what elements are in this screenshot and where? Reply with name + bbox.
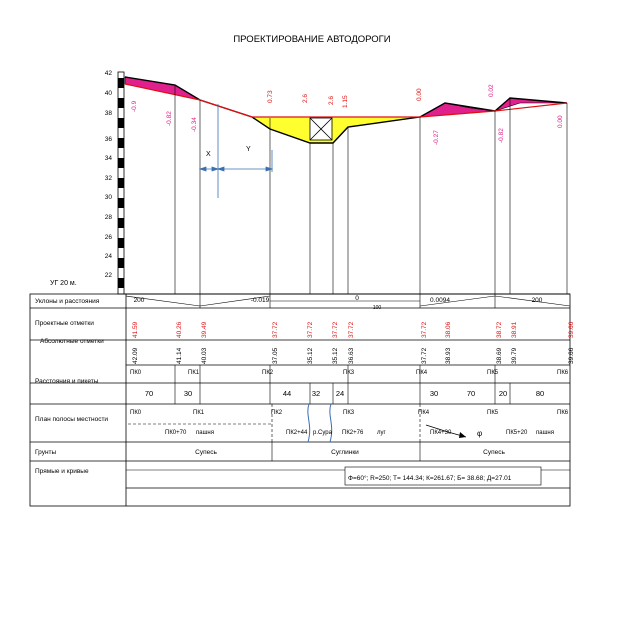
slope-value: 0 (355, 295, 359, 302)
scale-tick-label: 28 (104, 214, 112, 221)
dimension-y-label: Y (246, 146, 251, 153)
depth-label: 0.00 (557, 115, 564, 128)
plan-note: луг (377, 430, 386, 436)
absolute-mark: 39.79 (511, 347, 518, 364)
plan-picket-label: ПК3 (343, 410, 355, 416)
slope-value: 200 (133, 297, 145, 304)
cut-fill-labels (131, 84, 564, 145)
design-mark: 37.72 (272, 321, 279, 338)
dimension-x-label: X (206, 151, 211, 158)
plan-note: ПК0+70 (165, 430, 187, 436)
picket-label: ПК0 (130, 370, 142, 376)
row-label-soils: Грунты (35, 449, 57, 456)
slope-value: 0.0094 (430, 297, 450, 304)
design-mark: 38.72 (496, 321, 503, 338)
design-mark: 37.72 (421, 321, 428, 338)
plan-note: пашня (196, 430, 214, 436)
scale-tick-label: 38 (104, 110, 112, 117)
elevation-scale (105, 70, 124, 294)
absolute-mark: 42.09 (132, 347, 139, 364)
absolute-mark: 41.14 (176, 347, 183, 364)
picket-label: ПК5 (487, 370, 499, 376)
picket-label: ПК6 (557, 370, 569, 376)
design-mark: 38.06 (445, 321, 452, 338)
design-mark: 41.59 (132, 321, 139, 338)
depth-label: 2.6 (328, 95, 335, 105)
depth-label: 0.73 (267, 90, 274, 103)
scale-tick-label: 34 (104, 155, 112, 162)
soil-label: Суглинки (331, 449, 359, 456)
plan-note: ПК2+44 (286, 430, 308, 436)
scale-tick-label: 30 (104, 194, 112, 201)
plan-note: р.Сура (313, 430, 332, 436)
design-mark: 37.72 (307, 321, 314, 338)
plan-note: ПК5+20 (506, 430, 528, 436)
distance-value: 44 (282, 389, 292, 398)
scale-label: УГ 20 м. (50, 280, 77, 287)
design-mark: 37.72 (348, 321, 355, 338)
depth-label: -0.82 (498, 128, 505, 143)
scale-tick-label: 32 (104, 175, 112, 182)
picket-label: ПК1 (188, 370, 200, 376)
depth-label: 2.6 (302, 93, 309, 103)
row-label-absolute: Абсолютные отметки (40, 338, 104, 345)
absolute-mark: 38.69 (496, 347, 503, 364)
soil-label: Супесь (195, 449, 217, 456)
row-label-design: Проектные отметки (35, 320, 94, 327)
distance-value: 20 (498, 389, 508, 398)
slope-value: 200 (531, 297, 543, 304)
distance-value: 30 (183, 389, 193, 398)
plan-picket-label: ПК5 (487, 410, 499, 416)
river-line-1 (308, 404, 310, 442)
absolute-mark: 39.66 (568, 347, 575, 364)
plan-note: ПК2+76 (342, 430, 364, 436)
soil-label: Супесь (483, 449, 505, 456)
scale-tick-label: 26 (104, 234, 112, 241)
table-values (130, 295, 575, 456)
depth-label: -0.9 (131, 100, 138, 112)
ordinate-lines (175, 85, 567, 294)
distance-value: 80 (535, 389, 545, 398)
depth-label: 1.15 (342, 95, 349, 108)
depth-label: -0.82 (166, 111, 173, 126)
depth-label: 0.00 (416, 88, 423, 101)
slope-value: -0.019 (250, 297, 270, 304)
plan-picket-label: ПК0 (130, 410, 142, 416)
picket-label: ПК4 (416, 370, 428, 376)
design-mark: 39.49 (201, 321, 208, 338)
scale-tick-label: 42 (104, 70, 112, 77)
row-label-plan: План полосы местности (35, 416, 109, 423)
row-label-curves: Прямые и кривые (35, 468, 89, 475)
scale-tick-label: 40 (104, 90, 112, 97)
plan-note: пашня (536, 430, 554, 436)
culvert-box (310, 118, 332, 140)
slope-value: 100 (372, 305, 382, 311)
absolute-mark: 35.12 (332, 347, 339, 364)
distance-value: 70 (466, 389, 476, 398)
design-mark: 40.26 (176, 321, 183, 338)
depth-label: 0.02 (488, 84, 495, 97)
scale-tick-label: 24 (104, 253, 112, 260)
drawing-title: ПРОЕКТИРОВАНИЕ АВТОДОРОГИ (233, 34, 391, 45)
scale-tick-label: 36 (104, 136, 112, 143)
slope-row-lines (126, 294, 570, 308)
scale-tick-label: 22 (104, 272, 112, 279)
absolute-mark: 37.72 (421, 347, 428, 364)
distance-value: 24 (335, 389, 345, 398)
picket-label: ПК2 (262, 370, 274, 376)
row-label-slopes: Уклоны и расстояния (35, 298, 100, 305)
absolute-mark: 40.03 (201, 347, 208, 364)
design-mark: 39.66 (568, 321, 575, 338)
absolute-mark: 37.05 (272, 347, 279, 364)
river-line-2 (330, 404, 332, 442)
depth-label: -0.34 (191, 117, 198, 132)
absolute-mark: 36.63 (348, 347, 355, 364)
plan-picket-label: ПК6 (557, 410, 569, 416)
row-label-distances: Расстояния и пикеты (35, 378, 99, 385)
plan-picket-label: ПК2 (271, 410, 283, 416)
plan-angle-symbol: φ (477, 429, 483, 438)
picket-label: ПК3 (343, 370, 355, 376)
plan-picket-label: ПК1 (193, 410, 205, 416)
distance-value: 70 (144, 389, 154, 398)
plan-note: ПК4+30 (430, 430, 452, 436)
curve-params: Ф=60°; R=250; T= 144.34; К=261.67; Б= 38.68; Д=27.01 (348, 475, 512, 482)
plan-picket-label: ПК4 (418, 410, 430, 416)
cut-area-left (125, 77, 200, 100)
depth-label: -0.27 (433, 130, 440, 145)
distance-value: 30 (429, 389, 439, 398)
design-mark: 38.91 (511, 321, 518, 338)
absolute-mark: 38.93 (445, 347, 452, 364)
design-mark: 37.72 (332, 321, 339, 338)
distance-value: 32 (311, 389, 321, 398)
absolute-mark: 35.12 (307, 347, 314, 364)
